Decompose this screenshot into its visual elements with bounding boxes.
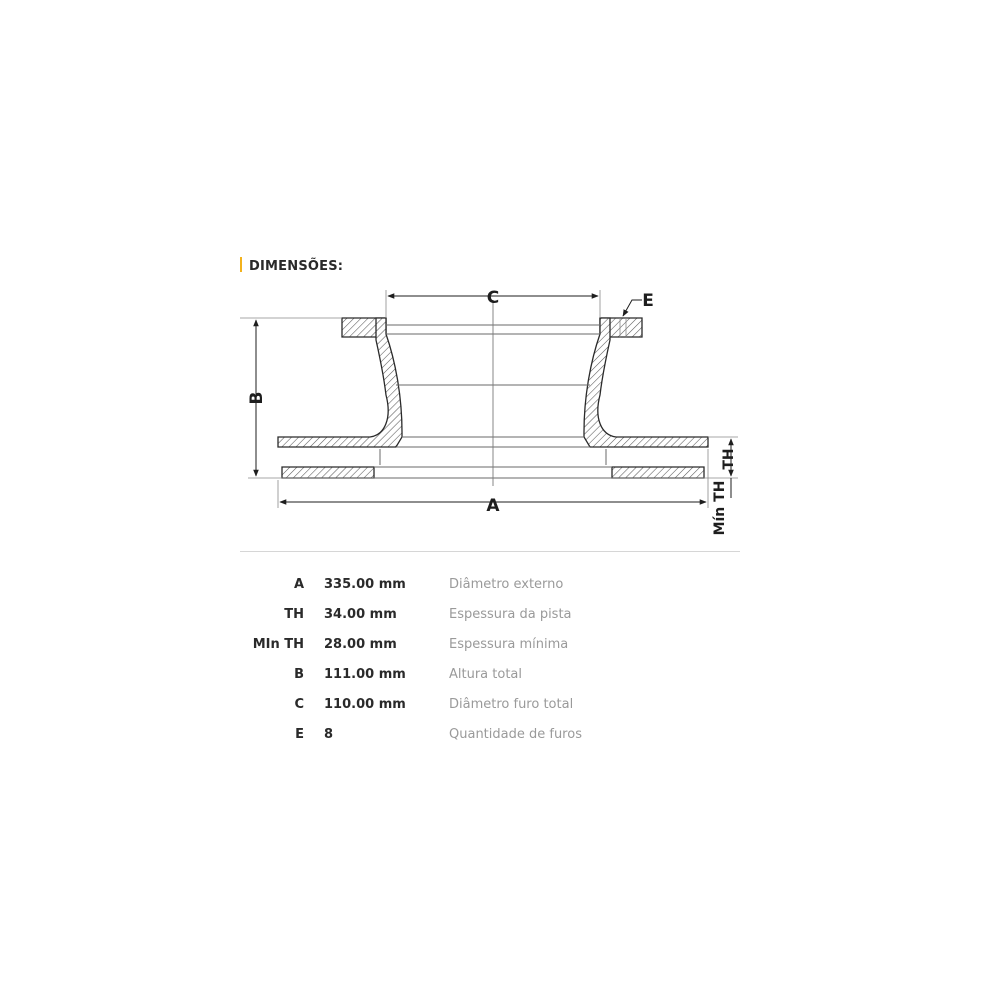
label-a: A: [486, 496, 500, 516]
spec-description: Espessura mínima: [449, 636, 569, 652]
spec-description: Diâmetro externo: [449, 576, 564, 592]
divider: [240, 551, 740, 552]
spec-description: Espessura da pista: [449, 606, 572, 622]
dimension-e-leader: [623, 300, 642, 316]
spec-value: 111.00 mm: [324, 666, 406, 682]
spec-code: MIn TH: [252, 636, 304, 652]
left-hat-wall: [278, 318, 402, 447]
spec-value: 335.00 mm: [324, 576, 406, 592]
right-hat-wall: [584, 318, 708, 447]
spec-description: Diâmetro furo total: [449, 696, 574, 712]
table-row: [240, 719, 582, 749]
table-row: [240, 569, 582, 599]
spec-value: 110.00 mm: [324, 696, 406, 712]
table-row: [240, 629, 582, 659]
label-e: E: [642, 291, 654, 311]
spec-code: B: [294, 666, 304, 682]
section-title-text: DIMENSÕES:: [249, 259, 344, 274]
table-row: [240, 599, 582, 629]
label-th: TH: [721, 448, 737, 470]
spec-value: 8: [324, 726, 334, 742]
dimensions-table: [240, 569, 582, 749]
spec-code: C: [294, 696, 304, 712]
spec-code: E: [295, 726, 304, 742]
spec-description: Altura total: [449, 666, 523, 682]
left-lower-plate: [282, 467, 374, 478]
label-b: B: [247, 391, 267, 405]
table-row: [240, 659, 582, 689]
spec-code: TH: [284, 606, 304, 622]
spec-code: A: [293, 576, 304, 592]
spec-value: 34.00 mm: [324, 606, 397, 622]
spec-description: Quantidade de furos: [449, 726, 582, 742]
table-row: [240, 689, 582, 719]
label-c: C: [486, 288, 500, 308]
right-lower-plate: [612, 467, 704, 478]
spec-value: 28.00 mm: [324, 636, 397, 652]
label-min-th: Mín TH: [712, 480, 728, 536]
